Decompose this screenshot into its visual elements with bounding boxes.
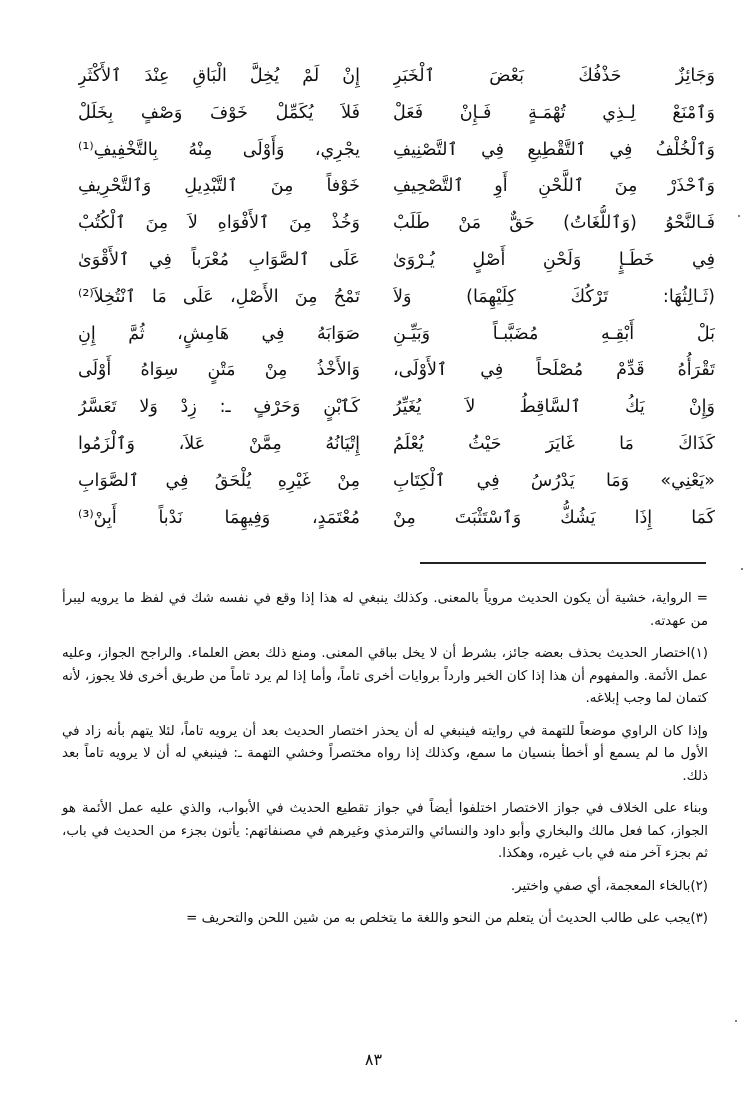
scan-speck [741,568,743,570]
verse-line: إِتْيَانُهُ مِمَّنْ عَلاَ، وَٱلْزَمُوا [78,433,360,454]
footnote-separator [420,562,706,564]
verse-line: وَإِنْ يَكُ ٱلسَّاقِطُ لاَ يُغَيِّرُ [393,397,715,418]
footnote-3: (٣)يجب على طالب الحديث أن يتعلم من النحو واللغة ما يتخلص به من شين اللحن والتحريف = [186,911,708,926]
verse-line: عَلَى ٱلصَّوَابِ مُعْرَباً فِي ٱلأَقْوَىٰ [78,249,360,270]
verse-line: وَخُذْ مِنَ ٱلأَفْوَاهِ لاَ مِنَ ٱلْكُتُبْ [78,213,360,234]
verse-line: كَٱبْنٍ وَحَرْفٍ ـ: زِدْ وَلا تَعَسَّرُ [78,397,360,418]
verse-line: (ثَـالِثُهَا: تَرْكُكَ كِلَيْهِمَا) وَلاَ [393,286,715,307]
footnote-1: (١)اختصار الحديث بحذف بعضه جائز، بشرط أن لا يخل بباقي المعنى. ومنع ذلك بعض العلماء. والراجح الجواز، وعليه عمل الأئمة. والمفهوم أن هذا إذا كان الخبر وارداً بروايات أخرى تاماً، وأما إذا لم يرد تاماً من طريق أخرى فلا يجوز، لأنه كتمان لما وجب إبلاغه. [62,646,708,706]
verse-line: وَٱحْذَرْ مِنَ ٱللَّحْنِ أَوِ ٱلتَّصْحِيفِ [393,176,715,197]
footnote-1-paragraph: وبناء على الخلاف في جواز الاختصار اختلفوا أيضاً في جواز تقطيع الحديث في الأبواب، والذي عليه عمل الأئمة هو الجواز، كما فعل مالك والبخاري وأبو داود والنسائي والترمذي وغيرهم في مصنفاتهم: يأتون بجزء من الحديث في باب، ثم بجزء آخر منه في باب غيره، وهكذا. [62,801,708,861]
poem-right-column [393,58,715,536]
footnote-continuation: = الرواية، خشية أن يكون الحديث مروياً بالمعنى. وكذلك ينبغي له هذا إذا وقع في نفسه شك في لفظ ما يرويه ليبرأ من عهدته. [62,591,708,629]
verse-line: خَوْفاً مِنَ ٱلتَّبْدِيلِ وَٱلتَّحْرِيفِ [78,176,360,197]
footnote-2: (٢)بالخاء المعجمة، أي صفي واختير. [510,878,708,894]
verse-line: فَـالنَّحْوُ (وَٱللُّغَاتُ) حَقٌّ مَنْ طَلَبْ [393,213,715,234]
verse-line: تَمْحُ مِنَ الأَصْلِ، عَلَى مَا ٱنْتُخِلاَ⁽²⁾ [78,286,360,307]
verse-line: كَذَاكَ مَا غَايَرَ حَيْثُ يُعْلَمُ [393,433,715,454]
verse-line: صَوَابَهُ فِي هَامِشٍ، ثُمَّ إِنِ [78,323,360,344]
verse-line: إِنْ لَمْ يُخِلَّ الْبَاقِ عِنْدَ ٱلأَكْثَرِ [78,66,360,86]
poem-left-column [78,58,360,536]
verse-line: تَقْرَأُهُ قَدِّمْ مُصْلَحاً فِي ٱلأَوْلَى، [393,360,715,381]
verse-line: بَلْ أَبْقِـهِ مُضَبَّبـاً وَبَيِّـنِ [393,323,715,344]
footnotes [62,588,708,941]
verse-line: يجْرِي، وَأَوْلَى مِنْهُ بِالتَّخْفِيفِ⁽¹⁾ [78,139,360,160]
footnote-1-paragraph: وإذا كان الراوي موضعاً للتهمة في روايته فينبغي له أن يحذر اختصار الحديث بعد أن يرويه تاماً، لئلا يتهم بأنه زاد في الأول ما لم يسمع أو أخطأ بنسيان ما سمع، وكذلك إذا رواه مختصراً وخشي التهمة ـ: فينبغي له أن لا يرويه تاماً بعد ذلك. [62,723,708,784]
verse-line: وَٱلْخُلْفُ فِي ٱلتَّقْطِيعِ فِي ٱلتَّصْنِيفِ [393,139,715,160]
verse-line: وَالأَخْذُ مِنْ مَتْنٍ سِوَاهُ أَوْلَى [78,360,360,381]
scan-speck [735,1020,737,1022]
verse-line: مِنْ غَيْرِهِ يُلْحَقُ فِي ٱلصَّوَابِ [78,470,360,491]
verse-line: وَٱمْنَعْ لِـذِي تُهْمَـةٍ فَـإِنْ فَعَلْ [393,102,715,123]
verse-line: كَمَا إِذَا يَشُكُّ وَٱسْتَثْبَتَ مِنْ [393,507,715,528]
verse-line: فَلاَ يُكَمِّلْ خَوْفَ وَصْفٍ بِخَلَلْ [78,102,360,123]
verse-line: مُعْتَمَدٍ، وَفِيهِمَا نَدْباً أَبِنْ⁽³⁾ [78,507,360,528]
verse-line: «يَعْنِي» وَمَا يَدْرُسُ فِي ٱلْكِتَابِ [393,470,715,491]
verse-line: فِي خَطَـإٍ وَلَحْنِ أَصْلٍ يُـرْوَىٰ [393,249,715,270]
verse-line: وَجَائِزٌ حَذْفُكَ بَعْضَ ٱلْخَبَرِ [393,66,715,86]
scan-speck [738,215,740,217]
page-number: ٨٣ [364,1050,383,1069]
